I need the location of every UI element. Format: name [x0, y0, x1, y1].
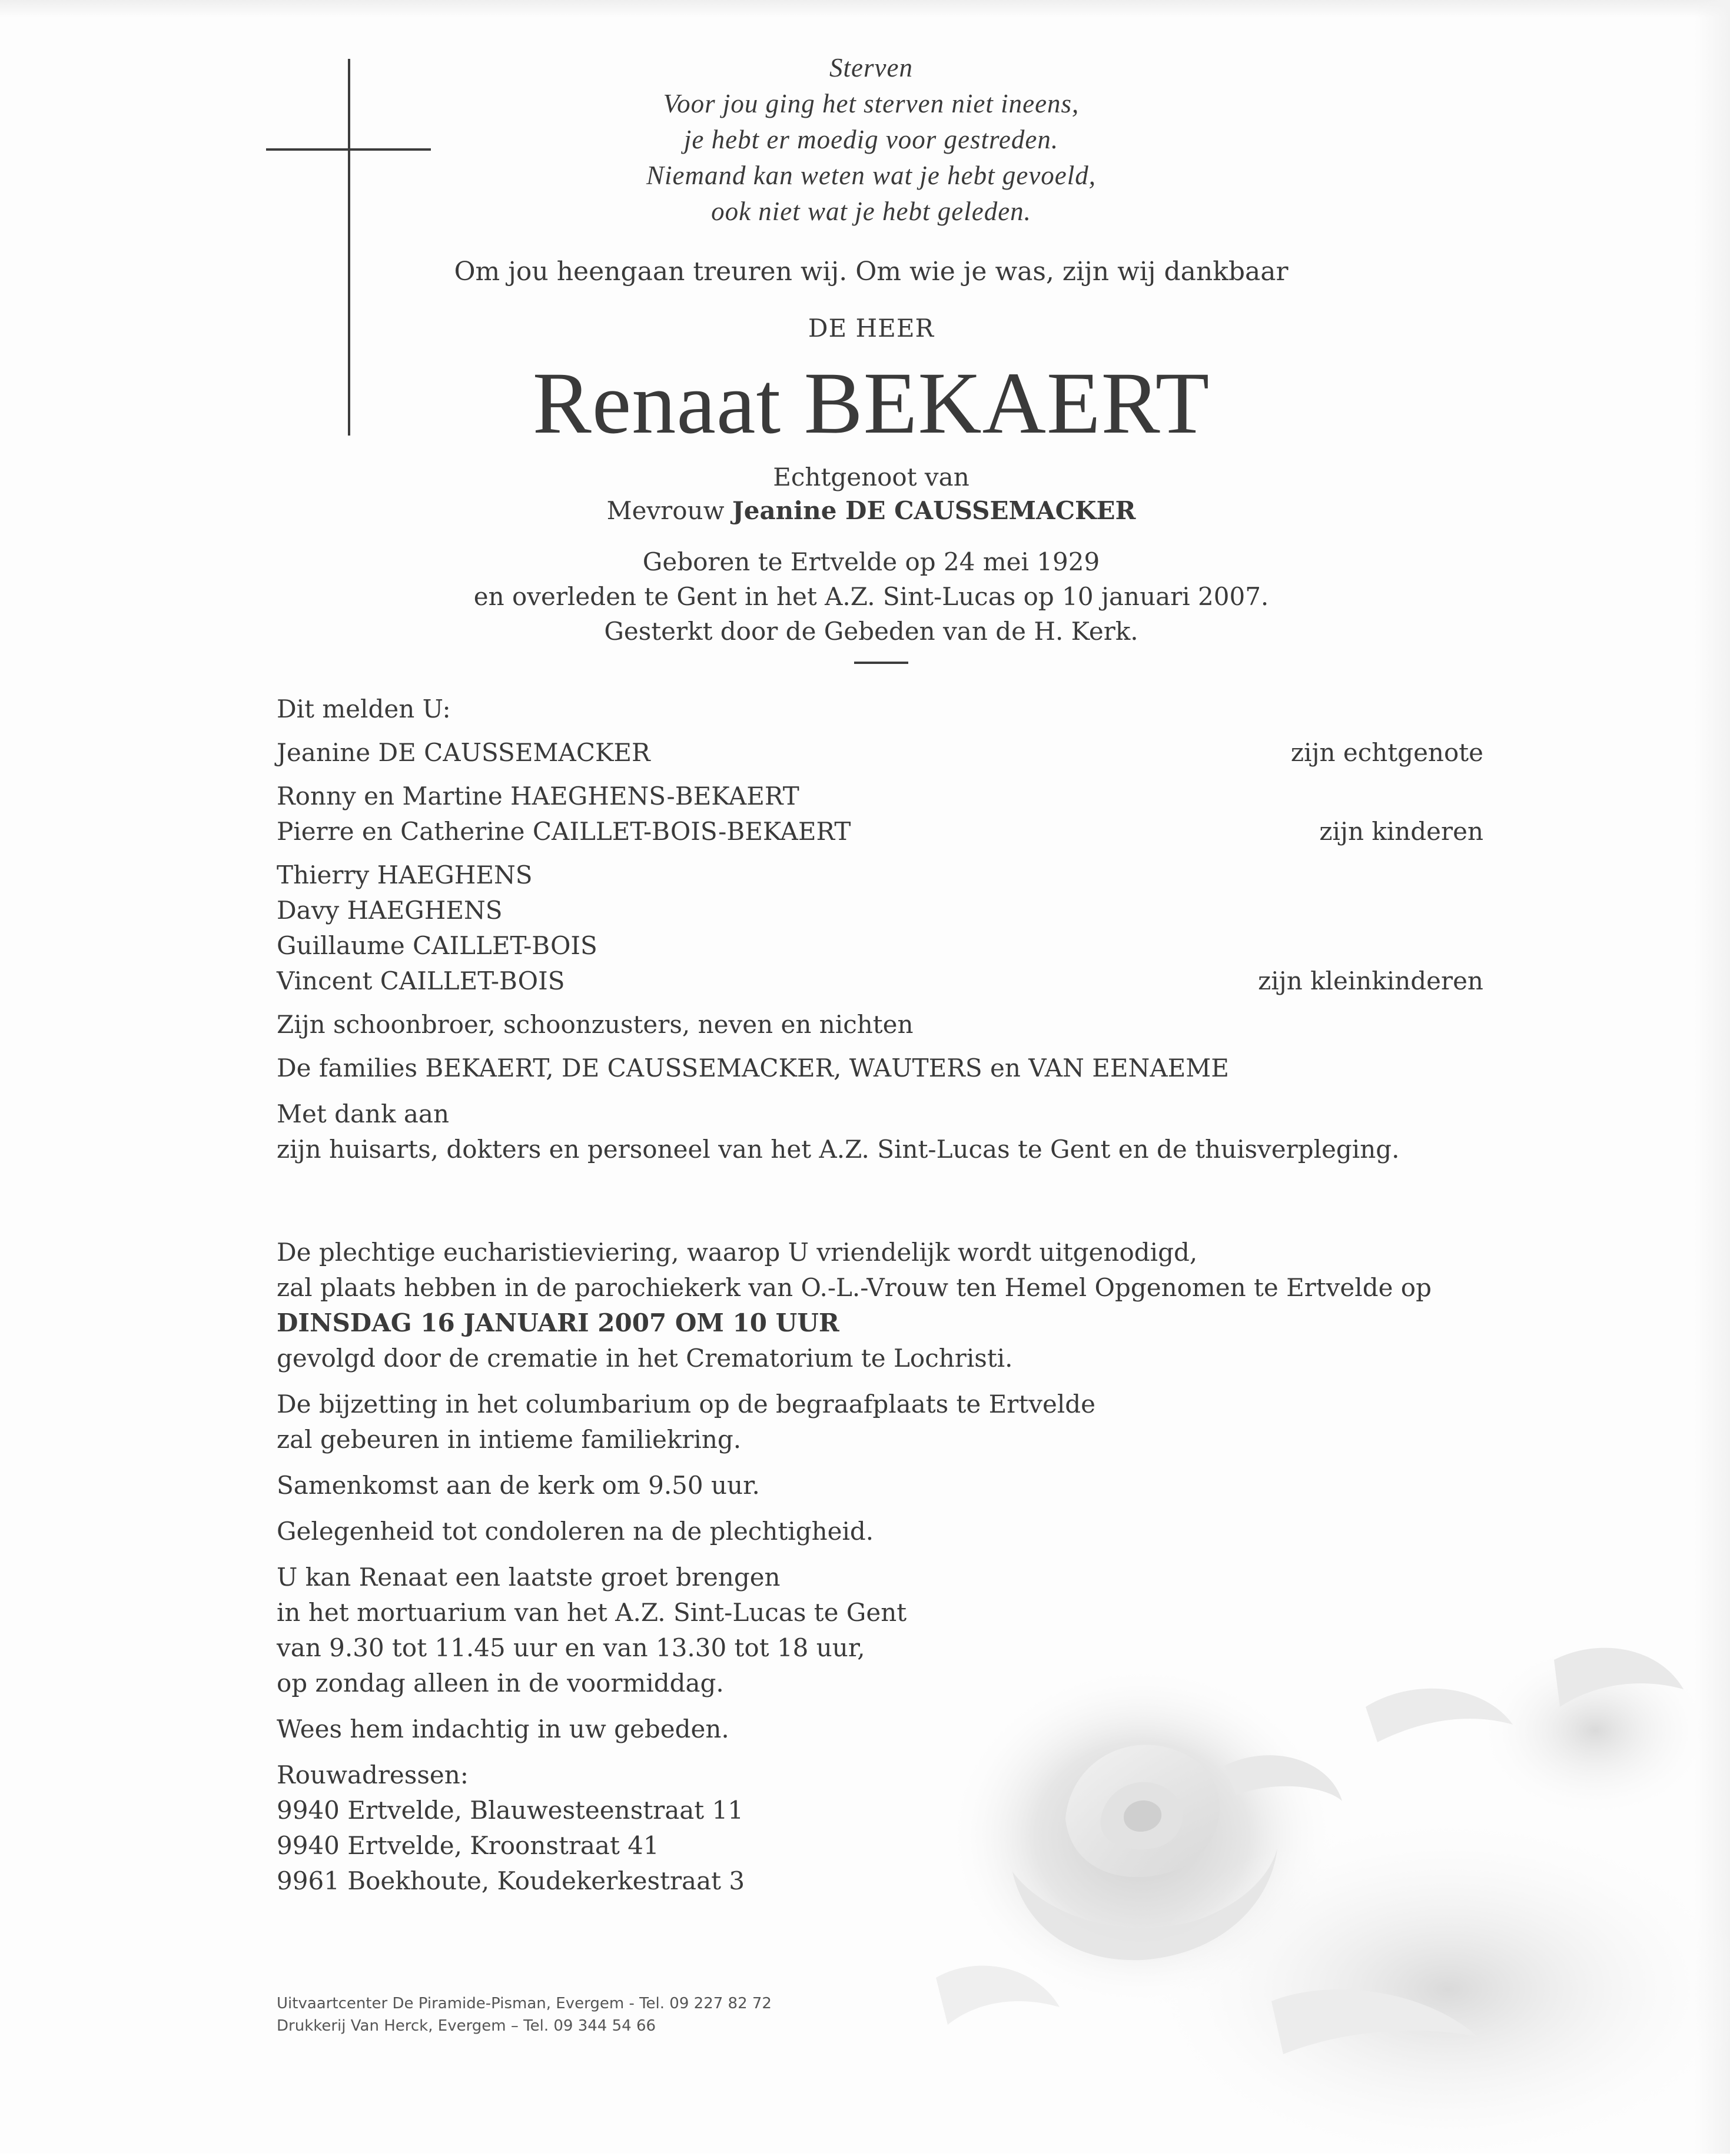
- cross-icon: [348, 59, 350, 436]
- interment-line: zal gebeuren in intieme familiekring.: [277, 1425, 742, 1454]
- poem-line: ook niet wat je hebt geleden.: [711, 197, 1031, 226]
- family-row-families: De families BEKAERT, DE CAUSSEMACKER, WAUTERS en VAN EENAEME: [277, 1054, 1229, 1082]
- spouse-prefix: Mevrouw: [606, 496, 732, 525]
- family-row-child: [277, 814, 1483, 849]
- address-line: 9940 Ertvelde, Kroonstraat 41: [277, 1831, 659, 1860]
- sacrament-line: Gesterkt door de Gebeden van de H. Kerk.: [604, 617, 1138, 646]
- family-relation: zijn echtgenote: [1290, 738, 1483, 767]
- footer-line: Uitvaartcenter De Piramide-Pisman, Evergem - Tel. 09 227 82 72: [277, 1995, 772, 2012]
- family-row-child: [277, 779, 1483, 814]
- family-row-inlaws: Zijn schoonbroer, schoonzusters, neven en nichten: [277, 1010, 914, 1039]
- life-dates: [447, 544, 1295, 649]
- family-name: Pierre en Catherine CAILLET-BOIS-BEKAERT: [277, 817, 851, 846]
- farewell-line: op zondag alleen in de voormiddag.: [277, 1669, 724, 1697]
- address-line: 9961 Boekhoute, Koudekerkestraat 3: [277, 1866, 745, 1895]
- family-name: Thierry HAEGHENS: [277, 861, 533, 889]
- ceremony-date: DINSDAG 16 JANUARI 2007 OM 10 UUR: [277, 1308, 839, 1337]
- scan-edge: [0, 0, 1730, 18]
- poem-line: je hebt er moedig voor gestreden.: [683, 125, 1059, 154]
- honorific: DE HEER: [808, 314, 935, 343]
- poem-title: Sterven: [829, 53, 913, 82]
- family-name: Vincent CAILLET-BOIS: [277, 966, 565, 995]
- ceremony-line: zal plaats hebben in de parochiekerk van O.-L.-Vrouw ten Hemel Opgenomen te Ertvelde op: [277, 1273, 1432, 1302]
- poem: [447, 50, 1295, 230]
- interment-line: De bijzetting in het columbarium op de begraafplaats te Ertvelde: [277, 1390, 1096, 1418]
- intro-text: Om jou heengaan treuren wij. Om wie je was, zijn wij dankbaar: [454, 257, 1289, 287]
- divider: [854, 662, 908, 664]
- spouse-info: [447, 460, 1295, 527]
- farewell-line: in het mortuarium van het A.Z. Sint-Lucas te Gent: [277, 1598, 907, 1627]
- farewell-line: van 9.30 tot 11.45 uur en van 13.30 tot 18 uur,: [277, 1633, 865, 1662]
- condolence-line: Gelegenheid tot condoleren na de plechtigheid.: [277, 1517, 874, 1546]
- thanks-line: Met dank aan: [277, 1099, 449, 1128]
- footer-credits: [277, 1992, 772, 2037]
- rose-icon: [918, 1625, 1730, 2154]
- family-block: [277, 692, 1483, 1167]
- family-name: Jeanine DE CAUSSEMACKER: [277, 738, 650, 767]
- spouse-name-line: [447, 494, 1295, 527]
- poem-line: Voor jou ging het sterven niet ineens,: [663, 89, 1080, 118]
- rose-decoration: [918, 1625, 1730, 2154]
- deceased-name: Renaat BEKAERT: [532, 354, 1210, 452]
- family-name: Guillaume CAILLET-BOIS: [277, 931, 597, 960]
- birth-line: Geboren te Ertvelde op 24 mei 1929: [642, 547, 1100, 576]
- family-relation: zijn kinderen: [1319, 817, 1483, 846]
- announce-line: Dit melden U:: [277, 695, 451, 723]
- family-row-grandchild: [277, 928, 1483, 964]
- death-line: en overleden te Gent in het A.Z. Sint-Lucas op 10 januari 2007.: [473, 582, 1269, 611]
- spouse-name: Jeanine DE CAUSSEMACKER: [732, 496, 1136, 525]
- cross-icon: [266, 148, 431, 151]
- family-row-grandchild: [277, 858, 1483, 893]
- remember-line: Wees hem indachtig in uw gebeden.: [277, 1715, 729, 1743]
- ceremony-line: De plechtige eucharistieviering, waarop U vriendelijk wordt uitgenodigd,: [277, 1238, 1198, 1267]
- ceremony-line: gevolgd door de crematie in het Crematorium te Lochristi.: [277, 1344, 1013, 1373]
- family-name: Ronny en Martine HAEGHENS-BEKAERT: [277, 782, 799, 810]
- family-row-grandchild: [277, 964, 1483, 999]
- family-row-grandchild: [277, 893, 1483, 928]
- family-relation: zijn kleinkinderen: [1258, 966, 1483, 995]
- addresses-label: Rouwadressen:: [277, 1760, 469, 1789]
- farewell-line: U kan Renaat een laatste groet brengen: [277, 1563, 781, 1592]
- gathering-line: Samenkomst aan de kerk om 9.50 uur.: [277, 1471, 760, 1500]
- footer-line: Drukkerij Van Herck, Evergem – Tel. 09 344 54 66: [277, 2017, 656, 2035]
- thanks-line: zijn huisarts, dokters en personeel van het A.Z. Sint-Lucas te Gent en de thuisverpleging.: [277, 1135, 1400, 1164]
- spouse-line: Echtgenoot van: [773, 463, 969, 491]
- family-row-wife: [277, 735, 1483, 770]
- family-name: Davy HAEGHENS: [277, 896, 503, 925]
- address-line: 9940 Ertvelde, Blauwesteenstraat 11: [277, 1796, 743, 1825]
- poem-line: Niemand kan weten wat je hebt gevoeld,: [646, 161, 1097, 190]
